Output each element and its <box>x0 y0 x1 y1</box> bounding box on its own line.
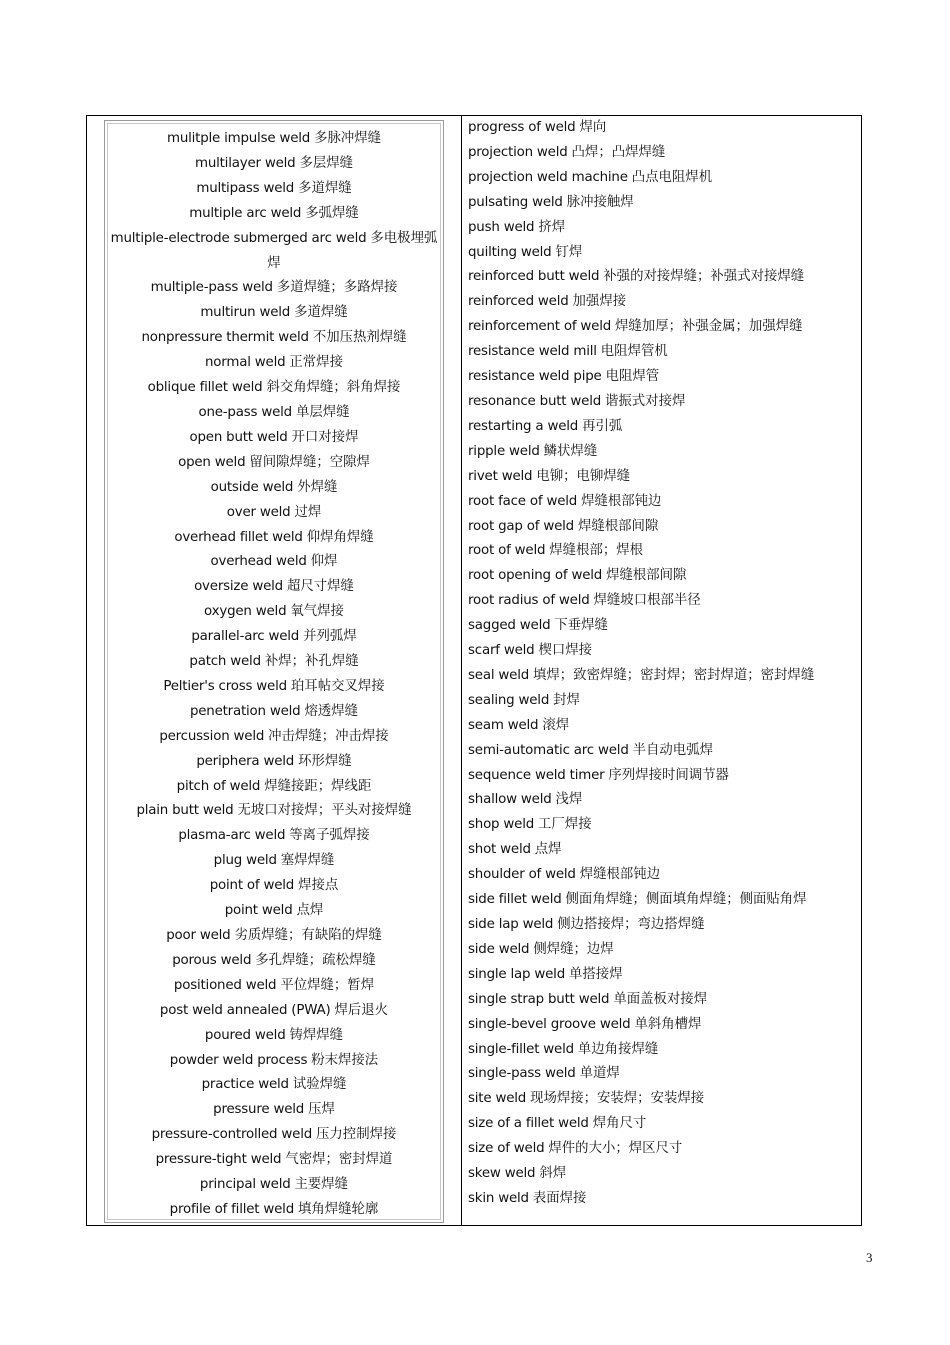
term-english: multirun weld <box>200 305 291 321</box>
term-chinese: 压力控制焊接 <box>316 1127 397 1143</box>
glossary-entry <box>468 1062 858 1087</box>
glossary-entry <box>468 141 858 166</box>
term-chinese: 补焊；补孔焊缝 <box>264 654 359 670</box>
term-chinese: 并列弧焊 <box>303 629 357 645</box>
term-english: principal weld <box>199 1177 291 1193</box>
term-chinese: 多孔焊缝；疏松焊缝 <box>255 952 376 968</box>
glossary-entry <box>109 1073 439 1098</box>
term-english: size of a fillet weld <box>468 1116 589 1132</box>
term-chinese: 焊缝根部；焊根 <box>549 543 644 559</box>
term-english: one-pass weld <box>198 404 292 420</box>
glossary-entry <box>109 202 439 227</box>
glossary-entry <box>468 813 858 838</box>
term-chinese: 焊缝根部钝边 <box>581 493 662 509</box>
term-chinese: 焊接点 <box>298 878 339 894</box>
term-chinese: 单搭接焊 <box>569 966 623 982</box>
term-english: single strap butt weld <box>468 991 610 1007</box>
term-chinese: 挤焊 <box>538 219 566 235</box>
term-chinese: 封焊 <box>553 692 580 708</box>
term-chinese: 再引弧 <box>582 418 623 434</box>
term-english: sequence weld timer <box>468 767 605 783</box>
term-chinese: 焊角尺寸 <box>592 1116 647 1132</box>
term-chinese: 气密焊；密封焊道 <box>285 1152 393 1168</box>
term-chinese: 铸焊焊缝 <box>289 1027 344 1043</box>
glossary-entry <box>109 874 439 899</box>
term-chinese: 表面焊接 <box>532 1190 587 1206</box>
term-chinese: 不加压热剂焊缝 <box>312 330 407 346</box>
term-english: seam weld <box>468 717 539 733</box>
page-number: 3 <box>866 1250 873 1265</box>
glossary-entry <box>109 750 439 775</box>
glossary-entry <box>109 451 439 476</box>
term-english: side fillet weld <box>468 892 562 908</box>
term-chinese: 序列焊接时间调节器 <box>608 767 729 783</box>
term-english: plain butt weld <box>136 803 234 819</box>
glossary-entry <box>109 227 439 277</box>
term-english: parallel-arc weld <box>191 629 300 645</box>
term-english: multiple-electrode submerged arc weld <box>110 230 367 246</box>
glossary-entry <box>468 963 858 988</box>
term-chinese: 劣质焊缝；有缺陷的焊缝 <box>234 928 382 943</box>
term-chinese: 等离子弧焊接 <box>289 828 370 844</box>
term-english: side lap weld <box>468 917 554 932</box>
term-chinese: 开口对接焊 <box>291 429 359 445</box>
term-chinese: 钉焊 <box>555 244 583 260</box>
term-english: single-bevel groove weld <box>468 1016 631 1032</box>
glossary-entry <box>109 351 439 376</box>
glossary-entry <box>468 515 858 540</box>
term-chinese: 工厂焊接 <box>538 817 592 833</box>
glossary-entry <box>468 1087 858 1112</box>
term-english: root opening of weld <box>468 568 603 584</box>
glossary-entry <box>109 177 439 202</box>
term-english: push weld <box>468 219 535 235</box>
column-divider <box>461 116 462 1225</box>
term-chinese: 电铆；电铆焊缝 <box>536 468 631 484</box>
glossary-entry <box>109 700 439 725</box>
glossary-entry <box>109 775 439 800</box>
term-english: percussion weld <box>159 728 265 744</box>
term-english: resonance butt weld <box>468 393 602 409</box>
glossary-entry <box>468 564 858 589</box>
glossary-entry <box>468 1187 858 1212</box>
term-chinese: 正常焊接 <box>289 355 343 371</box>
glossary-entry <box>468 390 858 415</box>
term-english: ripple weld <box>468 443 540 459</box>
term-chinese: 焊缝坡口根部半径 <box>593 593 701 609</box>
glossary-entry <box>109 600 439 625</box>
glossary-entry <box>468 938 858 963</box>
term-english: multiple arc weld <box>189 205 302 221</box>
term-english: root gap of weld <box>468 518 574 534</box>
glossary-entry <box>109 625 439 650</box>
term-english: post weld annealed (PWA) <box>159 1002 331 1018</box>
term-chinese: 焊缝根部间隙 <box>577 518 659 534</box>
term-english: size of weld <box>468 1141 545 1157</box>
term-chinese: 粉末焊接法 <box>311 1052 379 1068</box>
glossary-entry <box>109 949 439 974</box>
term-english: sagged weld <box>468 618 551 634</box>
term-chinese: 平位焊缝；暂焊 <box>280 977 375 993</box>
term-chinese: 焊缝根部钝边 <box>579 867 661 883</box>
term-english: reinforced butt weld <box>468 269 600 285</box>
term-english: side weld <box>468 941 530 957</box>
term-chinese: 焊缝根部间隙 <box>606 568 687 584</box>
glossary-entry <box>468 639 858 664</box>
term-chinese: 填角焊缝轮廓 <box>298 1201 379 1217</box>
term-chinese: 侧焊缝；边焊 <box>533 941 614 957</box>
glossary-entry <box>468 764 858 789</box>
glossary-entry <box>109 326 439 351</box>
term-chinese: 加强焊接 <box>572 294 627 310</box>
term-english: poured weld <box>204 1027 286 1043</box>
term-chinese: 试验焊缝 <box>292 1077 347 1093</box>
glossary-table <box>86 115 862 1226</box>
term-chinese: 焊件的大小；焊区尺寸 <box>548 1141 683 1157</box>
term-english: plasma-arc weld <box>178 828 286 844</box>
term-english: sealing weld <box>468 692 550 708</box>
term-english: root face of weld <box>468 493 578 509</box>
term-english: penetration weld <box>189 703 301 719</box>
term-english: positioned weld <box>173 977 277 993</box>
term-chinese: 多电极埋弧焊 <box>267 230 438 271</box>
term-english: open butt weld <box>189 429 288 445</box>
glossary-entry <box>109 1024 439 1049</box>
glossary-entry <box>468 315 858 340</box>
term-english: profile of fillet weld <box>169 1201 294 1217</box>
right-term-list <box>468 116 858 1212</box>
glossary-entry <box>109 376 439 401</box>
glossary-entry <box>468 440 858 465</box>
term-english: shot weld <box>468 842 531 858</box>
term-english: semi-automatic arc weld <box>468 742 629 758</box>
glossary-entry <box>109 1098 439 1123</box>
term-chinese: 过焊 <box>294 504 322 520</box>
term-english: over weld <box>226 504 291 520</box>
glossary-entry <box>468 191 858 216</box>
term-english: Peltier's cross weld <box>163 678 287 694</box>
glossary-entry <box>109 1123 439 1148</box>
term-chinese: 焊缝加厚；补强金属；加强焊缝 <box>615 319 803 335</box>
glossary-entry <box>109 301 439 326</box>
glossary-entry <box>109 501 439 526</box>
term-chinese: 单道焊 <box>579 1066 620 1082</box>
term-chinese: 多道焊缝 <box>294 305 348 321</box>
term-english: seal weld <box>468 667 530 683</box>
glossary-entry <box>468 589 858 614</box>
term-english: overhead weld <box>210 554 307 570</box>
term-chinese: 楔口焊接 <box>538 643 592 659</box>
term-english: projection weld machine <box>468 169 628 185</box>
glossary-entry <box>468 739 858 764</box>
glossary-entry <box>109 999 439 1024</box>
term-english: projection weld <box>468 144 568 160</box>
term-english: single lap weld <box>468 966 565 982</box>
term-english: shop weld <box>468 817 535 833</box>
left-term-list <box>109 127 439 1223</box>
term-chinese: 环形焊缝 <box>298 753 352 769</box>
glossary-entry <box>109 276 439 301</box>
glossary-entry <box>468 1137 858 1162</box>
term-chinese: 点焊 <box>534 842 562 858</box>
term-english: skew weld <box>468 1166 536 1182</box>
term-english: pressure-controlled weld <box>151 1127 313 1143</box>
term-chinese: 多层焊缝 <box>299 155 354 171</box>
glossary-entry <box>109 426 439 451</box>
term-chinese: 侧边搭接焊；弯边搭焊缝 <box>557 917 705 932</box>
term-chinese: 浅焊 <box>555 792 583 808</box>
term-chinese: 凸焊；凸焊焊缝 <box>571 144 666 160</box>
term-chinese: 谐振式对接焊 <box>605 393 686 409</box>
glossary-entry <box>109 924 439 949</box>
glossary-entry <box>468 415 858 440</box>
term-english: oxygen weld <box>204 604 287 620</box>
term-english: outside weld <box>210 479 294 495</box>
term-english: mulitple impulse weld <box>166 131 311 146</box>
glossary-entry <box>468 216 858 241</box>
glossary-entry <box>468 888 858 913</box>
glossary-entry <box>468 116 858 141</box>
term-chinese: 外焊缝 <box>297 479 338 495</box>
term-chinese: 焊后退火 <box>334 1002 389 1018</box>
term-chinese: 现场焊接；安装焊；安装焊接 <box>530 1091 705 1107</box>
glossary-entry <box>468 539 858 564</box>
glossary-entry <box>109 799 439 824</box>
term-chinese: 氧气焊接 <box>290 604 344 620</box>
term-english: resistance weld pipe <box>468 369 602 385</box>
term-english: powder weld process <box>169 1052 308 1068</box>
term-chinese: 斜交角焊缝；斜角焊接 <box>266 380 401 396</box>
term-english: periphera weld <box>196 753 295 769</box>
term-chinese: 单边角接焊缝 <box>577 1041 659 1057</box>
term-english: oblique fillet weld <box>147 380 263 396</box>
term-english: oversize weld <box>194 579 283 595</box>
term-chinese: 多道焊缝；多路焊接 <box>276 280 398 296</box>
glossary-entry <box>109 401 439 426</box>
term-chinese: 电阻焊管机 <box>600 344 668 360</box>
term-english: multilayer weld <box>194 155 296 171</box>
term-chinese: 仰焊 <box>310 554 338 570</box>
term-chinese: 冲击焊缝；冲击焊接 <box>268 728 389 744</box>
glossary-entry <box>109 1198 439 1223</box>
glossary-entry <box>468 614 858 639</box>
term-chinese: 补强的对接焊缝；补强式对接焊缝 <box>603 269 805 285</box>
glossary-entry <box>468 290 858 315</box>
term-english: nonpressure thermit weld <box>141 330 309 346</box>
term-english: rivet weld <box>468 468 533 484</box>
term-chinese: 压焊 <box>308 1102 335 1118</box>
glossary-entry <box>468 863 858 888</box>
glossary-entry <box>109 650 439 675</box>
term-english: practice weld <box>201 1077 289 1093</box>
glossary-entry <box>109 127 439 152</box>
term-chinese: 焊缝接距；焊线距 <box>264 778 372 794</box>
glossary-entry <box>468 340 858 365</box>
glossary-entry <box>468 1112 858 1137</box>
term-chinese: 无坡口对接焊；平头对接焊缝 <box>237 803 412 819</box>
term-english: pressure-tight weld <box>155 1152 282 1168</box>
glossary-entry <box>468 788 858 813</box>
term-chinese: 塞焊焊缝 <box>280 853 335 869</box>
term-chinese: 斜焊 <box>539 1166 567 1182</box>
term-chinese: 凸点电阻焊机 <box>631 169 713 185</box>
term-chinese: 仰焊角焊缝 <box>306 529 374 545</box>
glossary-entry <box>468 465 858 490</box>
term-chinese: 填焊；致密焊缝；密封焊；密封焊道；密封焊缝 <box>533 667 815 683</box>
glossary-entry <box>468 365 858 390</box>
glossary-entry <box>109 974 439 999</box>
glossary-entry <box>468 265 858 290</box>
term-english: shoulder of weld <box>468 867 576 883</box>
term-chinese: 多弧焊缝 <box>305 205 359 221</box>
term-english: progress of weld <box>468 120 576 135</box>
glossary-entry <box>468 988 858 1013</box>
term-english: porous weld <box>172 952 252 968</box>
glossary-entry <box>109 1173 439 1198</box>
term-chinese: 多道焊缝 <box>298 180 352 196</box>
term-english: pressure weld <box>213 1102 305 1118</box>
term-english: root of weld <box>468 543 546 559</box>
glossary-entry <box>109 1148 439 1173</box>
glossary-entry <box>468 490 858 515</box>
glossary-entry <box>468 913 858 938</box>
term-english: single-fillet weld <box>468 1041 574 1057</box>
glossary-entry <box>109 899 439 924</box>
left-column-box <box>104 120 444 1223</box>
term-english: quilting weld <box>468 244 552 260</box>
term-english: shallow weld <box>468 792 552 808</box>
glossary-entry <box>109 476 439 501</box>
term-chinese: 脉冲接触焊 <box>566 194 634 210</box>
term-english: scarf weld <box>468 643 535 659</box>
term-chinese: 鳞状焊缝 <box>543 443 598 459</box>
glossary-entry <box>468 1038 858 1063</box>
glossary-entry <box>109 1049 439 1074</box>
term-english: overhead fillet weld <box>174 529 303 545</box>
term-chinese: 半自动电弧焊 <box>632 742 713 758</box>
term-english: single-pass weld <box>468 1066 576 1082</box>
term-chinese: 熔透焊缝 <box>304 703 359 719</box>
term-english: multipass weld <box>196 180 295 196</box>
glossary-entry <box>109 152 439 177</box>
glossary-entry <box>468 1013 858 1038</box>
glossary-entry <box>468 689 858 714</box>
term-english: site weld <box>468 1091 527 1107</box>
term-chinese: 单斜角槽焊 <box>634 1016 702 1032</box>
term-english: restarting a weld <box>468 418 579 434</box>
term-chinese: 单面盖板对接焊 <box>613 991 708 1007</box>
glossary-entry <box>109 575 439 600</box>
term-chinese: 单层焊缝 <box>295 404 350 420</box>
glossary-entry <box>468 166 858 191</box>
term-chinese: 珀耳帖交叉焊接 <box>290 678 385 694</box>
term-english: reinforcement of weld <box>468 319 612 335</box>
term-english: point of weld <box>209 878 295 894</box>
term-english: patch weld <box>189 654 261 670</box>
term-english: poor weld <box>166 928 231 943</box>
term-english: pitch of weld <box>176 778 261 794</box>
glossary-entry <box>109 849 439 874</box>
term-english: plug weld <box>213 853 277 869</box>
term-english: resistance weld mill <box>468 344 597 360</box>
term-chinese: 下垂焊缝 <box>554 618 608 634</box>
term-chinese: 留间隙焊缝；空隙焊 <box>249 454 370 470</box>
glossary-entry <box>109 526 439 551</box>
term-chinese: 主要焊缝 <box>294 1177 349 1193</box>
term-english: pulsating weld <box>468 194 563 210</box>
glossary-entry <box>109 824 439 849</box>
term-english: multiple-pass weld <box>150 280 273 296</box>
term-chinese: 点焊 <box>296 903 324 919</box>
term-english: normal weld <box>205 355 286 371</box>
glossary-entry <box>468 838 858 863</box>
term-chinese: 侧面角焊缝；侧面填角焊缝；侧面贴角焊 <box>565 892 807 908</box>
term-chinese: 电阻焊管 <box>605 369 660 385</box>
term-english: reinforced weld <box>468 294 569 310</box>
glossary-entry <box>468 664 858 689</box>
glossary-entry <box>468 241 858 266</box>
glossary-entry <box>109 550 439 575</box>
term-chinese: 焊向 <box>579 120 607 135</box>
glossary-entry <box>468 1162 858 1187</box>
term-chinese: 多脉冲焊缝 <box>314 131 382 146</box>
glossary-entry <box>468 714 858 739</box>
term-english: open weld <box>178 454 246 470</box>
term-chinese: 滚焊 <box>542 717 570 733</box>
glossary-entry <box>109 725 439 750</box>
term-english: point weld <box>224 903 293 919</box>
term-chinese: 超尺寸焊缝 <box>286 579 354 595</box>
term-english: root radius of weld <box>468 593 590 609</box>
glossary-entry <box>109 675 439 700</box>
term-english: skin weld <box>468 1190 529 1206</box>
